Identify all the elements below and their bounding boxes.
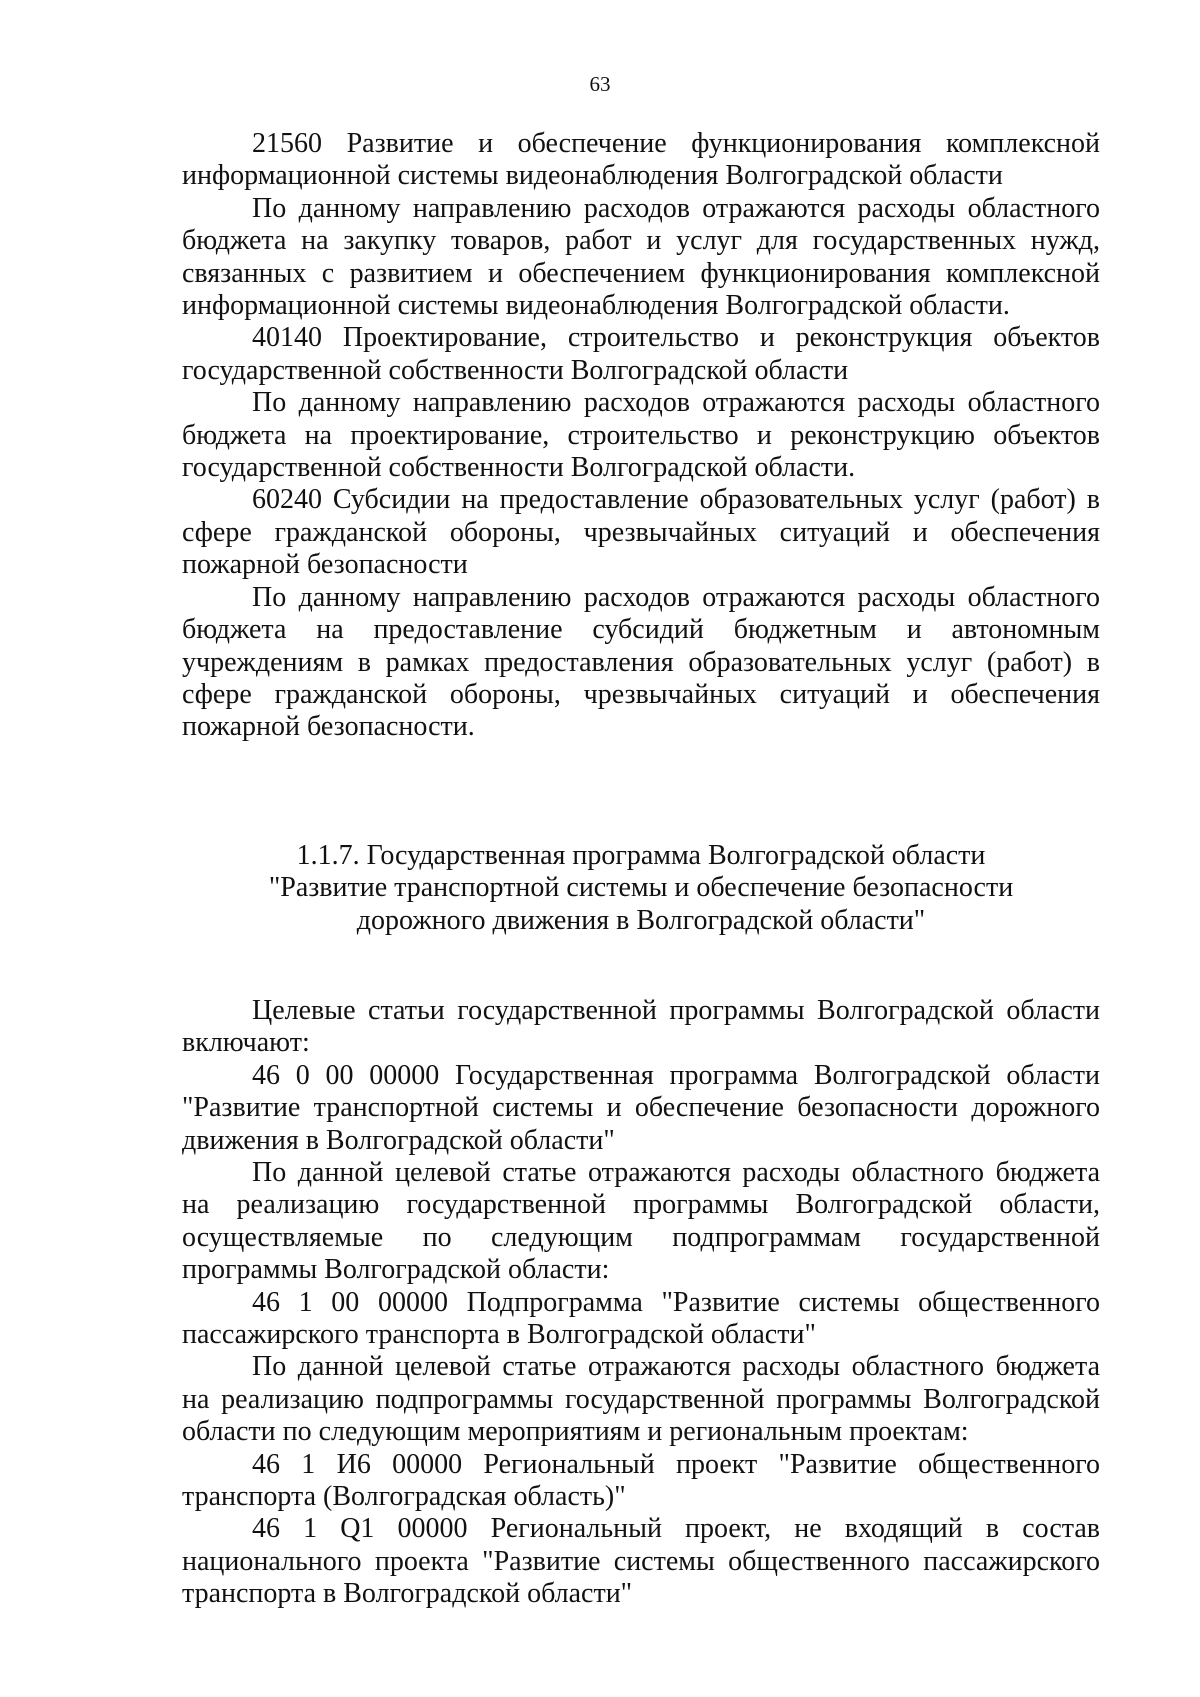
document-body: [182, 128, 1100, 1611]
paragraph-program-expenses: По данной целевой статье отражаются расходы областного бюджета на реализацию государственной программы Волгоградской области, осуществляемые по следующим подпрограммам государственной программы Волгоградской области:: [182, 1156, 1100, 1286]
paragraph-60240-description: По данному направлению расходов отражаются расходы областного бюджета на предоставление субсидий бюджетным и автономным учреждениям в рамках предоставления образовательных услуг (работ) в сфере гражданской обороны, чрезвычайных ситуаций и обеспечения пожарной безопасности.: [182, 581, 1100, 743]
paragraph-subprogram-expenses: По данной целевой статье отражаются расходы областного бюджета на реализацию подпрограммы государственной программы Волгоградской области по следующим мероприятиям и региональным проектам:: [182, 1351, 1100, 1448]
section-heading-line-1: 1.1.7. Государственная программа Волгоградской области: [296, 839, 986, 871]
section-heading: [182, 840, 1100, 937]
paragraph-60240-title: 60240 Субсидии на предоставление образовательных услуг (работ) в сфере гражданской обороны, чрезвычайных ситуаций и обеспечения пожарной безопасности: [182, 484, 1100, 581]
paragraph-46-1-i6-00000: 46 1 И6 00000 Региональный проект "Развитие общественного транспорта (Волгоградская область)": [182, 1448, 1100, 1513]
section-heading-line-3: дорожного движения в Волгоградской области": [356, 904, 926, 936]
paragraph-target-articles-intro: Целевые статьи государственной программы Волгоградской области включают:: [182, 994, 1100, 1059]
paragraph-21560-title: 21560 Развитие и обеспечение функционирования комплексной информационной системы видеонаблюдения Волгоградской области: [182, 128, 1100, 192]
section-heading-line-2: "Развитие транспортной системы и обеспечение безопасности: [268, 872, 1014, 904]
paragraph-40140-description: По данному направлению расходов отражаются расходы областного бюджета на проектирование, строительство и реконструкцию объектов государственной собственности Волгоградской области.: [182, 387, 1100, 484]
page-number: 63: [589, 72, 611, 96]
paragraph-46-1-00-00000: 46 1 00 00000 Подпрограмма "Развитие системы общественного пассажирского транспорта в Волгоградской области": [182, 1286, 1100, 1350]
paragraph-21560-description: По данному направлению расходов отражаются расходы областного бюджета на закупку товаров, работ и услуг для государственных нужд, связанных с развитием и обеспечением функционирования комплексной информационной системы видеонаблюдения Волгоградской области.: [182, 192, 1100, 322]
paragraph-46-0-00-00000: 46 0 00 00000 Государственная программа Волгоградской области "Развитие транспортной системы и обеспечение безопасности дорожного движения в Волгоградской области": [182, 1059, 1100, 1156]
paragraph-40140-title: 40140 Проектирование, строительство и реконструкция объектов государственной собственности Волгоградской области: [182, 322, 1100, 386]
paragraph-46-1-q1-00000: 46 1 Q1 00000 Региональный проект, не входящий в состав национального проекта "Развитие системы общественного пассажирского транспорта в Волгоградской области": [182, 1513, 1100, 1610]
